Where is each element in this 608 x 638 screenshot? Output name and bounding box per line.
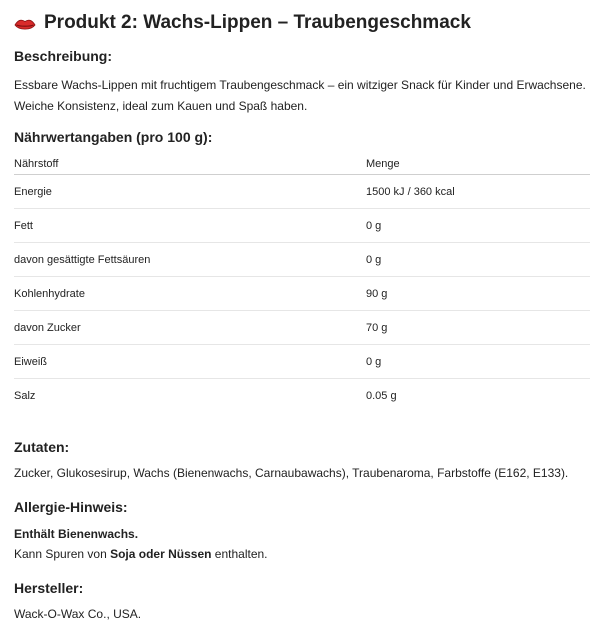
table-row (14, 209, 590, 243)
table-row (14, 277, 590, 311)
allergen-soy: Soja (110, 547, 136, 561)
nutrient-name: Salz (14, 389, 36, 402)
description-text: Essbare Wachs-Lippen mit fruchtigem Traubengeschmack – ein witziger Snack für Kinder und Erwachsene. Weiche Konsistenz, ideal zum Kauen und Spaß haben. (14, 78, 586, 113)
ingredients-heading: Zutaten: (14, 439, 70, 455)
nutrient-name: Kohlenhydrate (14, 277, 366, 311)
nutrient-amount: 0 g (366, 209, 590, 243)
nutrient-amount: 0 g (366, 243, 590, 277)
nutrient-amount: 1500 kJ / 360 kcal (366, 175, 590, 209)
nutrient-amount: 0 g (366, 345, 590, 379)
column-header-nutrient: Nährstoff (14, 153, 366, 175)
table-row (14, 243, 590, 277)
nutrient-name: davon Zucker (14, 311, 366, 345)
nutrition-heading: Nährwertangaben (pro 100 g): (14, 129, 213, 145)
allergy-heading: Allergie-Hinweis: (14, 499, 128, 515)
table-row (14, 379, 590, 413)
allergy-contains-text: Enthält Bienenwachs. (14, 527, 139, 541)
nutrient-amount: 70 g (366, 311, 590, 345)
nutrition-table-header (14, 153, 590, 175)
nutrient-amount: 90 g (366, 277, 590, 311)
allergy-contains (14, 527, 138, 541)
nutrient-name: Energie (14, 175, 366, 209)
allergy-traces-text: Kann Spuren von (14, 547, 111, 561)
allergy-traces (14, 547, 268, 561)
table-row (14, 345, 590, 379)
allergen-nuts: Nüssen (168, 547, 212, 561)
manufacturer-heading: Hersteller: (14, 580, 84, 596)
nutrient-name: Eiweiß (14, 345, 366, 379)
manufacturer-text: Wack-O-Wax Co., USA. (14, 607, 142, 621)
nutrient-amount: 0.05 g (366, 389, 397, 402)
column-header-amount: Menge (366, 153, 590, 175)
product-title-text: Produkt 2: Wachs-Lippen – Traubengeschmack (44, 12, 471, 33)
table-row (14, 175, 590, 209)
nutrient-name: davon gesättigte Fettsäuren (14, 243, 366, 277)
nutrition-table (14, 153, 590, 412)
product-title (14, 10, 471, 36)
nutrient-name: Fett (14, 209, 366, 243)
table-row (14, 311, 590, 345)
allergen-connector: oder (135, 547, 169, 561)
description-heading: Beschreibung: (14, 48, 113, 64)
lips-icon (14, 16, 36, 30)
ingredients-text: Zucker, Glukosesirup, Wachs (Bienenwachs, Carnaubawachs), Traubenaroma, Farbstoffe (E162, E133). (14, 466, 569, 480)
allergy-traces-suffix: enthalten. (211, 547, 268, 561)
